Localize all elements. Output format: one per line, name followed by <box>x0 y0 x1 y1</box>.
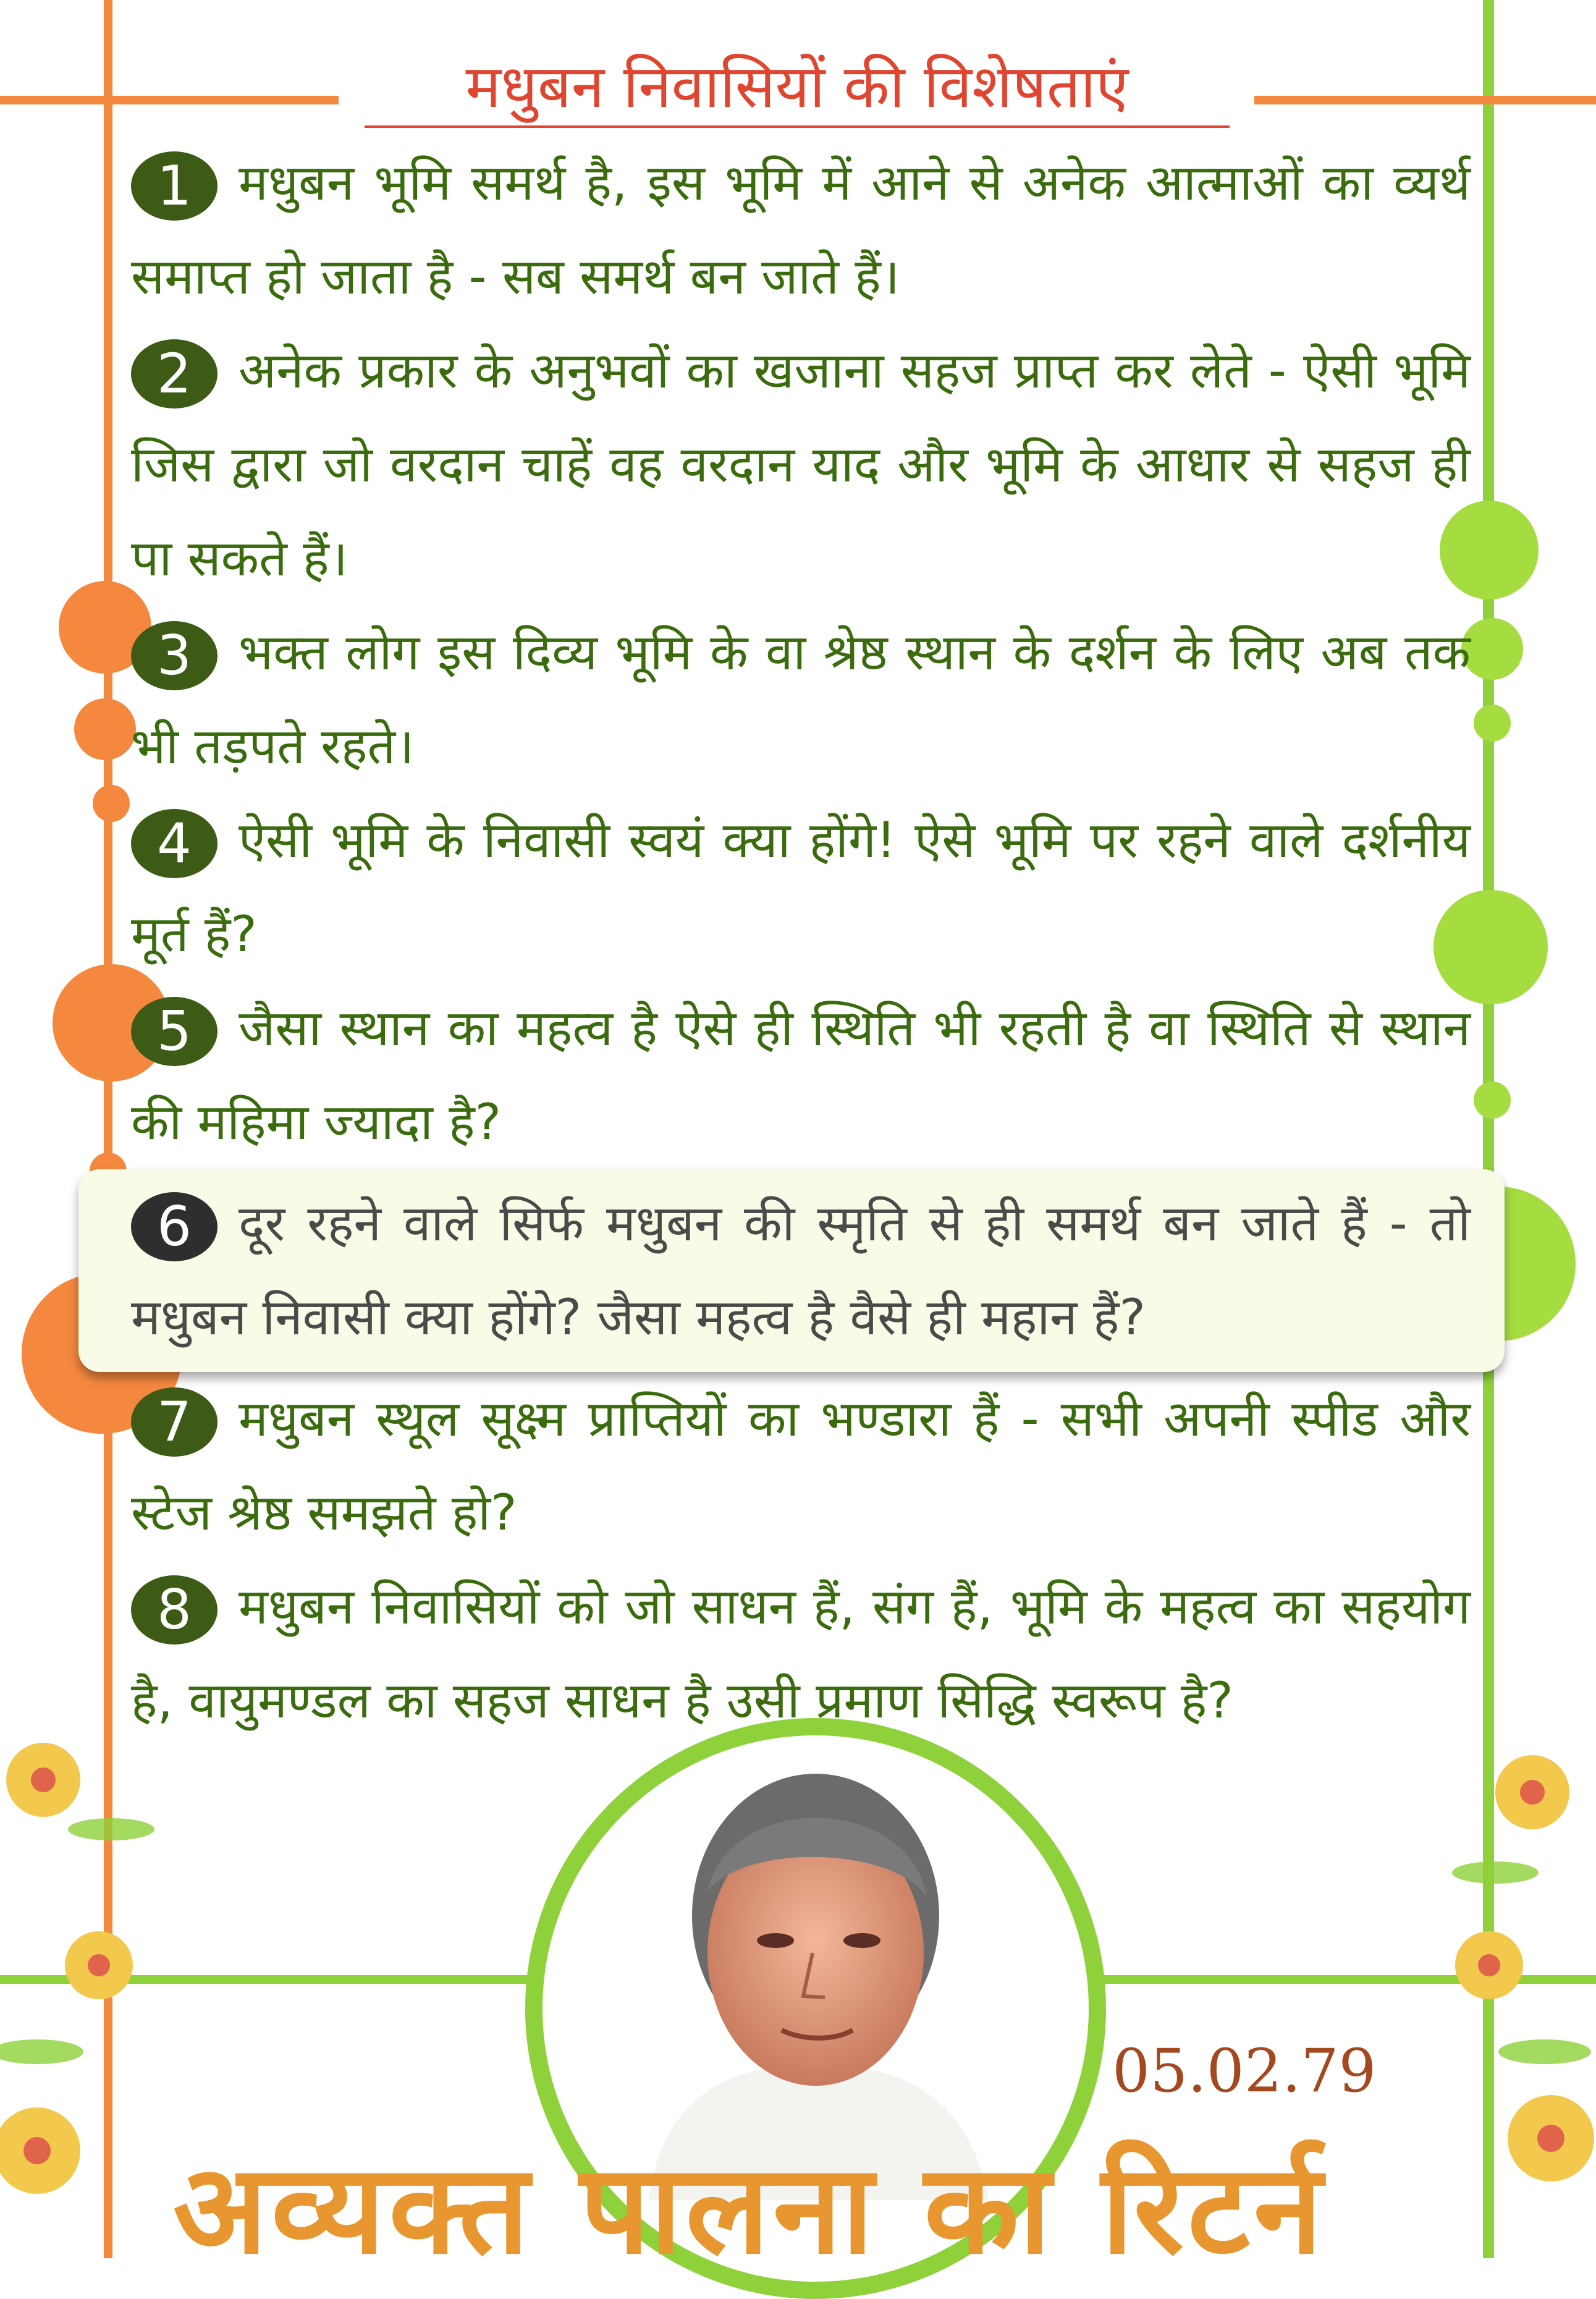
points-list <box>131 136 1471 1748</box>
point-number-badge: 1 <box>131 151 217 221</box>
page-title: मधुबन निवासियों की विशेषताएं <box>465 52 1129 121</box>
footer-title: अव्यक्त पालना का रिटर्न <box>173 2138 1326 2282</box>
point-5 <box>131 981 1471 1169</box>
point-8 <box>131 1560 1471 1748</box>
point-text: दूर रहने वाले सिर्फ मधुबन की स्मृति से ही समर्थ बन जाते हैं - तो मधुबन निवासी क्या होंगे? जैसा महत्व है वैसे ही महान हैं? <box>131 1195 1471 1346</box>
point-3 <box>131 606 1471 794</box>
date-label: 05.02.79 <box>1112 2036 1377 2106</box>
point-number-badge: 3 <box>131 621 217 690</box>
point-number-badge: 8 <box>131 1575 217 1645</box>
point-text: मधुबन स्थूल सूक्ष्म प्राप्तियों का भण्डारा हैं - सभी अपनी स्पीड और स्टेज श्रेष्ठ समझते हो? <box>131 1390 1471 1541</box>
point-text: मधुबन निवासियों को जो साधन हैं, संग हैं, भूमि के महत्व का सहयोग है, वायुमण्डल का सहज साधन है उसी प्रमाण सिद्धि स्वरूप है? <box>131 1578 1471 1729</box>
point-number-badge: 6 <box>131 1192 217 1261</box>
title-underline <box>365 125 1230 128</box>
point-text: मधुबन भूमि समर्थ है, इस भूमि में आने से अनेक आत्माओं का व्यर्थ समाप्त हो जाता है - सब समर्थ बन जाते हैं। <box>131 154 1471 305</box>
point-2 <box>131 324 1471 606</box>
point-text: जैसा स्थान का महत्व है ऐसे ही स्थिति भी रहती है वा स्थिति से स्थान की महिमा ज्यादा है? <box>131 999 1471 1151</box>
top-rule-right <box>1254 96 1596 104</box>
decor-circle <box>1474 1082 1511 1119</box>
point-number-badge: 2 <box>131 339 217 409</box>
point-text: ऐसी भूमि के निवासी स्वयं क्या होंगे! ऐसे भूमि पर रहने वाले दर्शनीय मूर्त हैं? <box>131 811 1471 963</box>
decor-circle <box>93 785 130 822</box>
point-text: भक्त लोग इस दिव्य भूमि के वा श्रेष्ठ स्थान के दर्शन के लिए अब तक भी तड़पते रहते। <box>131 624 1471 775</box>
flower-decoration <box>0 1706 161 2258</box>
point-6-highlighted <box>78 1169 1505 1372</box>
top-rule-left <box>0 96 339 104</box>
flower-decoration <box>1440 1706 1596 2258</box>
decor-circle <box>74 698 136 760</box>
point-1 <box>131 136 1471 324</box>
decor-circle <box>1461 618 1523 680</box>
point-number-badge: 4 <box>131 809 217 878</box>
point-4 <box>131 794 1471 981</box>
point-number-badge: 7 <box>131 1387 217 1457</box>
point-7 <box>131 1372 1471 1560</box>
point-number-badge: 5 <box>131 997 217 1066</box>
point-text: अनेक प्रकार के अनुभवों का खजाना सहज प्राप्त कर लेते - ऐसी भूमि जिस द्वारा जो वरदान चाहें वह वरदान याद और भूमि के आधार से सहज ही पा सकते हैं। <box>131 342 1471 587</box>
decor-circle <box>1474 705 1511 742</box>
